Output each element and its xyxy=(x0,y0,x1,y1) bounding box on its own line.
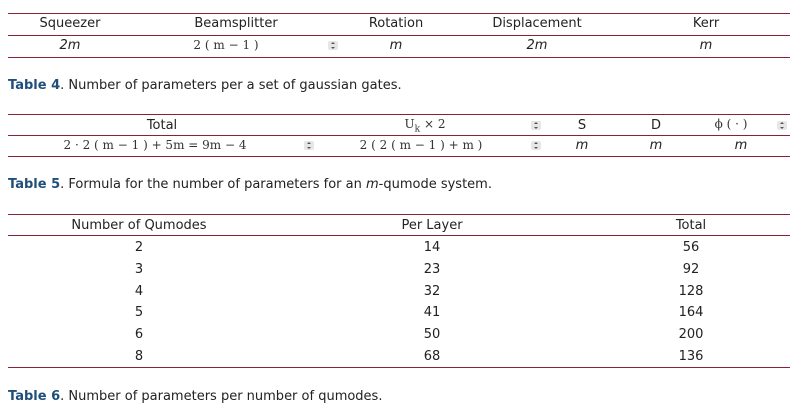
table6-bottom-rule xyxy=(8,367,790,368)
table6-row-4-cell-1: 50 xyxy=(423,327,441,343)
table5-header-s: S xyxy=(577,118,587,133)
table5-caption-pre: . Formula for the number of parameters for an xyxy=(60,177,366,192)
table6-row-0-cell-0: 2 xyxy=(134,240,144,255)
table4-caption-text: . Number of parameters per a set of gaussian gates. xyxy=(60,78,402,93)
table6-caption xyxy=(8,389,382,404)
table5-cell-total: 2 · 2 ( m − 1 ) + 5m = 9m − 4 xyxy=(63,138,247,152)
table6-row-2-cell-0: 4 xyxy=(134,283,144,299)
table4-top-rule xyxy=(8,13,790,14)
table6-header-rule xyxy=(8,235,790,236)
table5-top-rule xyxy=(8,114,790,115)
math-toggle-icon[interactable] xyxy=(777,121,787,130)
table4-header-squeezer: Squeezer xyxy=(39,16,101,31)
table4-header-rotation: Rotation xyxy=(368,16,424,31)
table5-caption-post: -qumode system. xyxy=(378,177,492,192)
table5-cell-uk: 2 ( 2 ( m − 1 ) + m ) xyxy=(359,138,483,152)
table5-header-total: Total xyxy=(146,118,178,133)
table6-row-3-cell-2: 164 xyxy=(678,305,704,321)
table5-header-rule xyxy=(8,135,790,136)
table6-header-qumodes: Number of Qumodes xyxy=(71,218,207,233)
table6-caption-text: . Number of parameters per number of qumodes. xyxy=(60,389,383,404)
table5-caption xyxy=(8,177,492,192)
table5-cell-phi: m xyxy=(734,138,748,153)
table4-cell-rotation: m xyxy=(389,38,403,53)
math-toggle-icon[interactable] xyxy=(531,141,541,150)
table5-header-phi: ϕ ( · ) xyxy=(714,117,748,131)
table4-header-beamsplitter: Beamsplitter xyxy=(194,16,278,31)
math-toggle-icon[interactable] xyxy=(304,141,314,150)
table6-row-3-cell-1: 41 xyxy=(423,305,441,321)
table5-header-u: U xyxy=(404,117,415,131)
table5-caption-em: m xyxy=(365,177,379,192)
table6-row-4-cell-0: 6 xyxy=(134,327,144,343)
table6-row-5-cell-2: 136 xyxy=(678,349,704,364)
math-toggle-icon[interactable] xyxy=(328,41,338,50)
table6-row-4-cell-2: 200 xyxy=(678,327,704,343)
table4-cell-displacement: 2m xyxy=(526,38,548,53)
table6-row-0-cell-2: 56 xyxy=(682,240,700,255)
table4-header-rule xyxy=(8,35,790,36)
table4-cell-squeezer: 2m xyxy=(59,38,81,53)
table5-bottom-rule xyxy=(8,156,790,157)
table5-header-d: D xyxy=(650,118,662,133)
table6-row-5-cell-0: 8 xyxy=(134,349,144,364)
table6-row-1-cell-1: 23 xyxy=(423,261,441,277)
table5-cell-d: m xyxy=(649,138,663,153)
table6-header-total: Total xyxy=(675,218,707,233)
table4-cell-beamsplitter: 2 ( m − 1 ) xyxy=(193,38,259,52)
table5-cell-s: m xyxy=(575,138,589,153)
table6-row-1-cell-0: 3 xyxy=(134,261,144,277)
math-toggle-icon[interactable] xyxy=(531,121,541,130)
table4-caption-label: Table 4 xyxy=(8,78,61,93)
table5-header-k: k xyxy=(414,124,421,135)
table4-bottom-rule xyxy=(8,57,790,58)
table4-cell-kerr: m xyxy=(699,38,713,53)
table6-row-5-cell-1: 68 xyxy=(423,349,441,364)
table5-caption-label: Table 5 xyxy=(8,177,61,192)
table5-header-uk xyxy=(405,117,446,134)
table6-caption-label: Table 6 xyxy=(8,389,61,404)
table6-top-rule xyxy=(8,214,790,215)
table4-header-displacement: Displacement xyxy=(492,16,582,31)
table4-caption xyxy=(8,78,402,93)
table4-header-kerr: Kerr xyxy=(692,16,720,31)
table5-header-times2: × 2 xyxy=(420,117,446,131)
table6-row-0-cell-1: 14 xyxy=(423,240,441,255)
table6-row-1-cell-2: 92 xyxy=(682,261,700,277)
table6-header-per-layer: Per Layer xyxy=(401,218,463,233)
table6-row-3-cell-0: 5 xyxy=(134,305,144,321)
table6-row-2-cell-2: 128 xyxy=(678,283,704,299)
table6-row-2-cell-1: 32 xyxy=(423,283,441,299)
